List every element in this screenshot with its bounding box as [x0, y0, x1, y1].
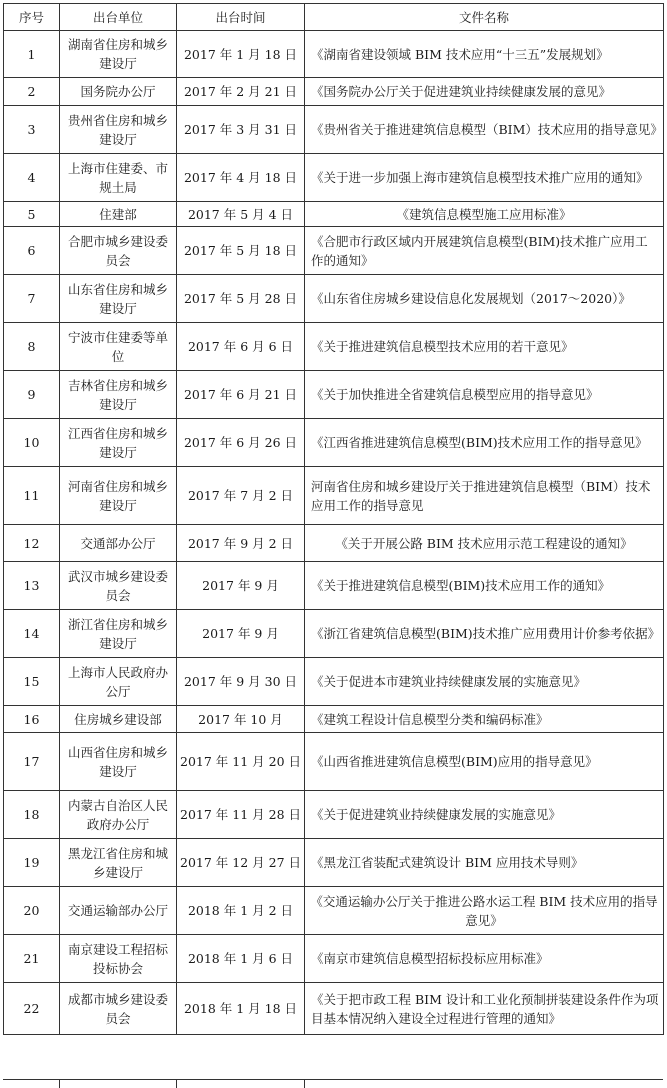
row-unit: 国务院办公厅 — [60, 78, 177, 106]
row-unit: 吉林省住房和城乡建设厅 — [60, 371, 177, 419]
table-header-row — [4, 4, 664, 31]
row-date: 2017 年 1 月 18 日 — [177, 31, 305, 78]
row-index: 11 — [4, 467, 60, 525]
table-row — [4, 887, 664, 935]
row-date: 2017 年 6 月 6 日 — [177, 323, 305, 371]
row-unit: 湖南省住房和城乡建设厅 — [60, 31, 177, 78]
row-title: 《关于推进建筑信息模型(BIM)技术应用工作的通知》 — [305, 562, 664, 610]
row-date: 2017 年 9 月 2 日 — [177, 525, 305, 562]
row-index: 12 — [4, 525, 60, 562]
row-unit: 上海市住建委、市规土局 — [60, 154, 177, 202]
row-index: 4 — [4, 154, 60, 202]
row-date: 2017 年 9 月 30 日 — [177, 658, 305, 706]
row-index: 3 — [4, 106, 60, 154]
table-row — [4, 419, 664, 467]
row-date: 2018 年 1 月 6 日 — [177, 935, 305, 983]
row-date: 2017 年 9 月 — [177, 610, 305, 658]
row-title: 《浙江省建筑信息模型(BIM)技术推广应用费用计价参考依据》 — [305, 610, 664, 658]
table-row — [4, 658, 664, 706]
header-unit: 出台单位 — [60, 4, 177, 31]
row-date: 2017 年 11 月 28 日 — [177, 791, 305, 839]
row-unit: 宁波市住建委等单位 — [60, 323, 177, 371]
table-row — [4, 371, 664, 419]
row-unit: 山西省住房和城乡建设厅 — [60, 733, 177, 791]
row-title: 河南省住房和城乡建设厅关于推进建筑信息模型（BIM）技术应用工作的指导意见 — [305, 467, 664, 525]
table-row — [4, 983, 664, 1035]
row-index: 22 — [4, 983, 60, 1035]
row-date: 2017 年 5 月 4 日 — [177, 202, 305, 227]
row-unit: 河南省住房和城乡建设厅 — [60, 467, 177, 525]
row-unit: 合肥市城乡建设委员会 — [60, 227, 177, 275]
row-index: 7 — [4, 275, 60, 323]
row-unit: 内蒙古自治区人民政府办公厅 — [60, 791, 177, 839]
row-title: 《关于推进建筑信息模型技术应用的若干意见》 — [305, 323, 664, 371]
row-title: 《贵州省关于推进建筑信息模型（BIM）技术应用的指导意见》 — [305, 106, 664, 154]
row-date: 2018 年 1 月 18 日 — [177, 983, 305, 1035]
table-row — [4, 31, 664, 78]
header-title: 文件名称 — [305, 4, 664, 31]
row-index: 16 — [4, 706, 60, 733]
row-title: 《关于促进建筑业持续健康发展的实施意见》 — [305, 791, 664, 839]
row-title: 《建筑工程设计信息模型分类和编码标准》 — [305, 706, 664, 733]
table-row — [4, 562, 664, 610]
row-unit: 武汉市城乡建设委员会 — [60, 562, 177, 610]
row-index: 8 — [4, 323, 60, 371]
row-index: 19 — [4, 839, 60, 887]
table-row — [4, 106, 664, 154]
row-index: 13 — [4, 562, 60, 610]
table-row — [4, 935, 664, 983]
row-title: 《黑龙江省装配式建筑设计 BIM 应用技术导则》 — [305, 839, 664, 887]
table-row — [4, 227, 664, 275]
policy-table — [3, 3, 664, 1035]
row-title: 《山东省住房城乡建设信息化发展规划（2017～2020）》 — [305, 275, 664, 323]
row-unit: 住建部 — [60, 202, 177, 227]
row-date: 2017 年 7 月 2 日 — [177, 467, 305, 525]
row-title: 《南京市建筑信息模型招标投标应用标准》 — [305, 935, 664, 983]
row-unit: 黑龙江省住房和城乡建设厅 — [60, 839, 177, 887]
row-index: 21 — [4, 935, 60, 983]
row-index: 15 — [4, 658, 60, 706]
header-index: 序号 — [4, 4, 60, 31]
row-index: 9 — [4, 371, 60, 419]
row-unit: 成都市城乡建设委员会 — [60, 983, 177, 1035]
row-unit: 交通运输部办公厅 — [60, 887, 177, 935]
table-row — [4, 275, 664, 323]
row-date: 2017 年 6 月 26 日 — [177, 419, 305, 467]
row-index: 1 — [4, 31, 60, 78]
row-date: 2017 年 4 月 18 日 — [177, 154, 305, 202]
table-row — [4, 323, 664, 371]
row-title: 《关于加快推进全省建筑信息模型应用的指导意见》 — [305, 371, 664, 419]
row-date: 2017 年 5 月 28 日 — [177, 275, 305, 323]
row-unit: 贵州省住房和城乡建设厅 — [60, 106, 177, 154]
table-row — [4, 839, 664, 887]
row-index: 6 — [4, 227, 60, 275]
row-index: 17 — [4, 733, 60, 791]
row-title: 《江西省推进建筑信息模型(BIM)技术应用工作的指导意见》 — [305, 419, 664, 467]
table-row — [4, 791, 664, 839]
row-title: 《合肥市行政区域内开展建筑信息模型(BIM)技术推广应用工作的通知》 — [305, 227, 664, 275]
row-unit: 浙江省住房和城乡建设厅 — [60, 610, 177, 658]
row-date: 2017 年 3 月 31 日 — [177, 106, 305, 154]
row-date: 2017 年 9 月 — [177, 562, 305, 610]
header-date: 出台时间 — [177, 4, 305, 31]
row-index: 10 — [4, 419, 60, 467]
row-index: 2 — [4, 78, 60, 106]
row-index: 14 — [4, 610, 60, 658]
row-title: 《国务院办公厅关于促进建筑业持续健康发展的意见》 — [305, 78, 664, 106]
table-row — [4, 525, 664, 562]
table-row — [4, 733, 664, 791]
row-unit: 上海市人民政府办公厅 — [60, 658, 177, 706]
table-body — [4, 31, 664, 1035]
row-index: 18 — [4, 791, 60, 839]
row-date: 2017 年 11 月 20 日 — [177, 733, 305, 791]
row-title: 《关于把市政工程 BIM 设计和工业化预制拼装建设条件作为项目基本情况纳入建设全过程进行管理的通知》 — [305, 983, 664, 1035]
row-date: 2017 年 5 月 18 日 — [177, 227, 305, 275]
table-row — [4, 154, 664, 202]
row-title: 《关于促进本市建筑业持续健康发展的实施意见》 — [305, 658, 664, 706]
row-date: 2017 年 2 月 21 日 — [177, 78, 305, 106]
row-date: 2017 年 12 月 27 日 — [177, 839, 305, 887]
row-unit: 江西省住房和城乡建设厅 — [60, 419, 177, 467]
row-index: 20 — [4, 887, 60, 935]
row-index: 5 — [4, 202, 60, 227]
table-row — [4, 202, 664, 227]
row-title: 《交通运输办公厅关于推进公路水运工程 BIM 技术应用的指导意见》 — [305, 887, 664, 935]
row-unit: 南京建设工程招标投标协会 — [60, 935, 177, 983]
row-unit: 山东省住房和城乡建设厅 — [60, 275, 177, 323]
row-title: 《关于进一步加强上海市建筑信息模型技术推广应用的通知》 — [305, 154, 664, 202]
table-row — [4, 78, 664, 106]
table-row — [4, 706, 664, 733]
row-title: 《湖南省建设领域 BIM 技术应用“十三五”发展规划》 — [305, 31, 664, 78]
table-row — [4, 467, 664, 525]
row-date: 2018 年 1 月 2 日 — [177, 887, 305, 935]
row-title: 《建筑信息模型施工应用标准》 — [305, 202, 664, 227]
row-title: 《关于开展公路 BIM 技术应用示范工程建设的通知》 — [305, 525, 664, 562]
row-unit: 住房城乡建设部 — [60, 706, 177, 733]
row-date: 2017 年 6 月 21 日 — [177, 371, 305, 419]
row-unit: 交通部办公厅 — [60, 525, 177, 562]
row-date: 2017 年 10 月 — [177, 706, 305, 733]
table-row — [4, 610, 664, 658]
row-title: 《山西省推进建筑信息模型(BIM)应用的指导意见》 — [305, 733, 664, 791]
